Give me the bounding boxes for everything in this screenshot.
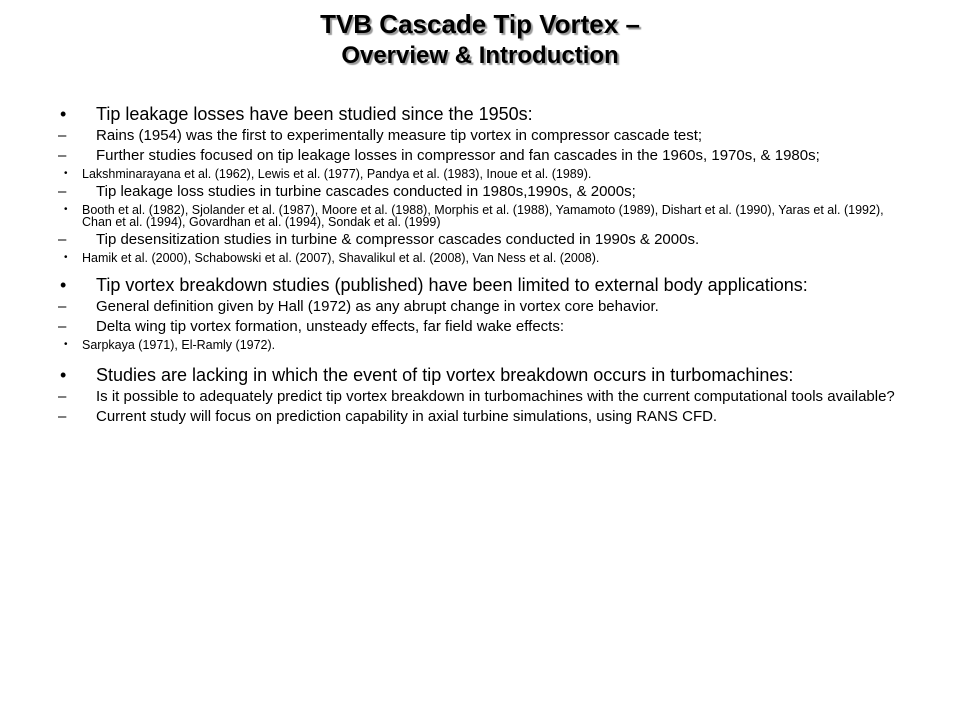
bullet-marker: • [60,365,67,385]
dash-marker: – [58,231,67,248]
bullet-marker: • [64,339,68,350]
sub-bullet-rains [58,128,903,144]
reference-text: Lakshminarayana et al. (1962), Lewis et al. (1977), Pandya et al. (1983), Inoue et al. (1989). [82,167,592,181]
bullet-text: Tip vortex breakdown studies (published) have been limited to external body applications: [96,275,808,295]
reference-list [58,252,903,264]
sub-bullet-delta-wing [58,319,903,335]
dash-marker: – [58,408,67,425]
title-line-1: TVB Cascade Tip Vortex – [320,9,640,39]
reference-text: Sarpkaya (1971), El-Ramly (1972). [82,338,276,352]
bullet-vortex-breakdown-studies [58,275,903,295]
bullet-marker: • [64,204,68,215]
dash-marker: – [58,388,67,405]
bullet-text: Tip leakage losses have been studied since the 1950s: [96,104,533,124]
sub-bullet-text: Current study will focus on prediction capability in axial turbine simulations, using RANS CFD. [96,408,718,425]
sub-bullet-prediction-question [58,389,903,405]
sub-bullet-current-study [58,409,903,425]
dash-marker: – [58,318,67,335]
bullet-text: Studies are lacking in which the event of tip vortex breakdown occurs in turbomachines: [96,365,794,385]
reference-text: Booth et al. (1982), Sjolander et al. (1987), Moore et al. (1988), Morphis et al. (1988), Yamamoto (1989), Dishart et al. (1990), Yaras et al. (1992), Chan et al. (1994), Govardhan et al. (1994), Sondak et al. (1999) [82,203,884,229]
bullet-marker: • [64,252,68,263]
sub-bullet-text: Further studies focused on tip leakage losses in compressor and fan cascades in the 1960s, 1970s, & 1980s; [96,147,820,164]
sub-bullet-text: Rains (1954) was the first to experimentally measure tip vortex in compressor cascade test; [96,127,703,144]
sub-bullet-desensitization [58,232,903,248]
bullet-marker: • [60,275,67,295]
sub-bullet-text: Tip leakage loss studies in turbine cascades conducted in 1980s,1990s, & 2000s; [96,183,636,200]
sub-bullet-text: Tip desensitization studies in turbine & compressor cascades conducted in 1990s & 2000s. [96,231,700,248]
sub-bullet-text: Delta wing tip vortex formation, unsteady effects, far field wake effects: [96,318,565,335]
sub-bullet-compressor-fan-studies [58,148,903,164]
reference-list [58,168,903,180]
reference-list [58,339,903,351]
bullet-marker: • [60,104,67,124]
bullet-turbomachine-gap [58,365,903,385]
dash-marker: – [58,298,67,315]
reference-list [58,204,903,228]
sub-bullet-text: General definition given by Hall (1972) as any abrupt change in vortex core behavior. [96,298,659,315]
dash-marker: – [58,183,67,200]
bullet-tip-leakage-history [58,104,903,124]
reference-text: Hamik et al. (2000), Schabowski et al. (2007), Shavalikul et al. (2008), Van Ness et al. (2008). [82,251,600,265]
title-line-2: Overview & Introduction [341,42,619,69]
dash-marker: – [58,147,67,164]
sub-bullet-text: Is it possible to adequately predict tip vortex breakdown in turbomachines with the current computational tools available? [96,388,895,405]
slide-title [0,8,960,72]
bullet-list [58,104,903,425]
bullet-marker: • [64,168,68,179]
dash-marker: – [58,127,67,144]
sub-bullet-turbine-studies [58,184,903,200]
sub-bullet-hall-definition [58,299,903,315]
